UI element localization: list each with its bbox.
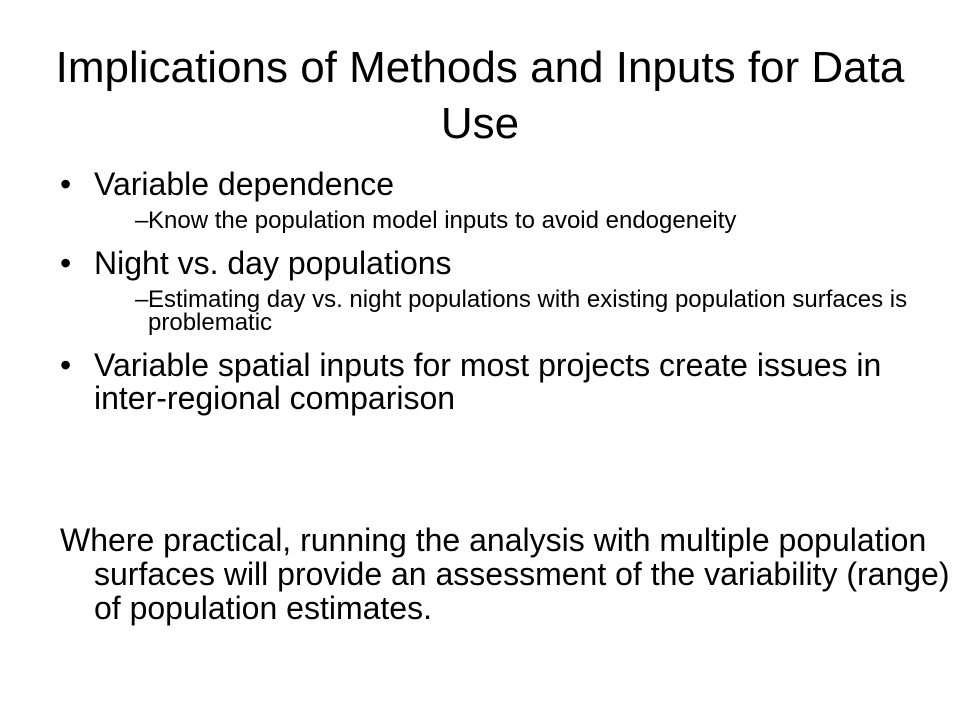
bullet-item-night-day xyxy=(60,247,930,280)
dash-icon: – xyxy=(135,286,149,313)
dash-icon: – xyxy=(135,207,149,234)
sub-item-text: Know the population model inputs to avoid endogeneity xyxy=(148,207,737,234)
conclusion-paragraph: Where practical, running the analysis with multiple population surfaces will provide an assessment of the variability (range) of population estimates. xyxy=(60,522,950,626)
bullet-item-variable-dependence xyxy=(60,168,930,201)
sub-item-estimating xyxy=(60,288,930,334)
bullet-icon: • xyxy=(60,347,72,383)
slide-body xyxy=(60,168,930,423)
bullet-text: Variable spatial inputs for most projects create issues in inter-regional comparison xyxy=(94,347,882,416)
slide-title: Implications of Methods and Inputs for Data Use xyxy=(55,43,905,148)
bullet-icon: • xyxy=(60,166,72,202)
sub-item-text: Estimating day vs. night populations with existing population surfaces is problematic xyxy=(148,286,908,336)
bullet-text: Variable dependence xyxy=(94,166,395,202)
bullet-text: Night vs. day populations xyxy=(94,245,452,281)
bullet-item-variable-spatial xyxy=(60,349,930,415)
sub-item-population-model xyxy=(60,209,930,232)
bullet-icon: • xyxy=(60,245,72,281)
